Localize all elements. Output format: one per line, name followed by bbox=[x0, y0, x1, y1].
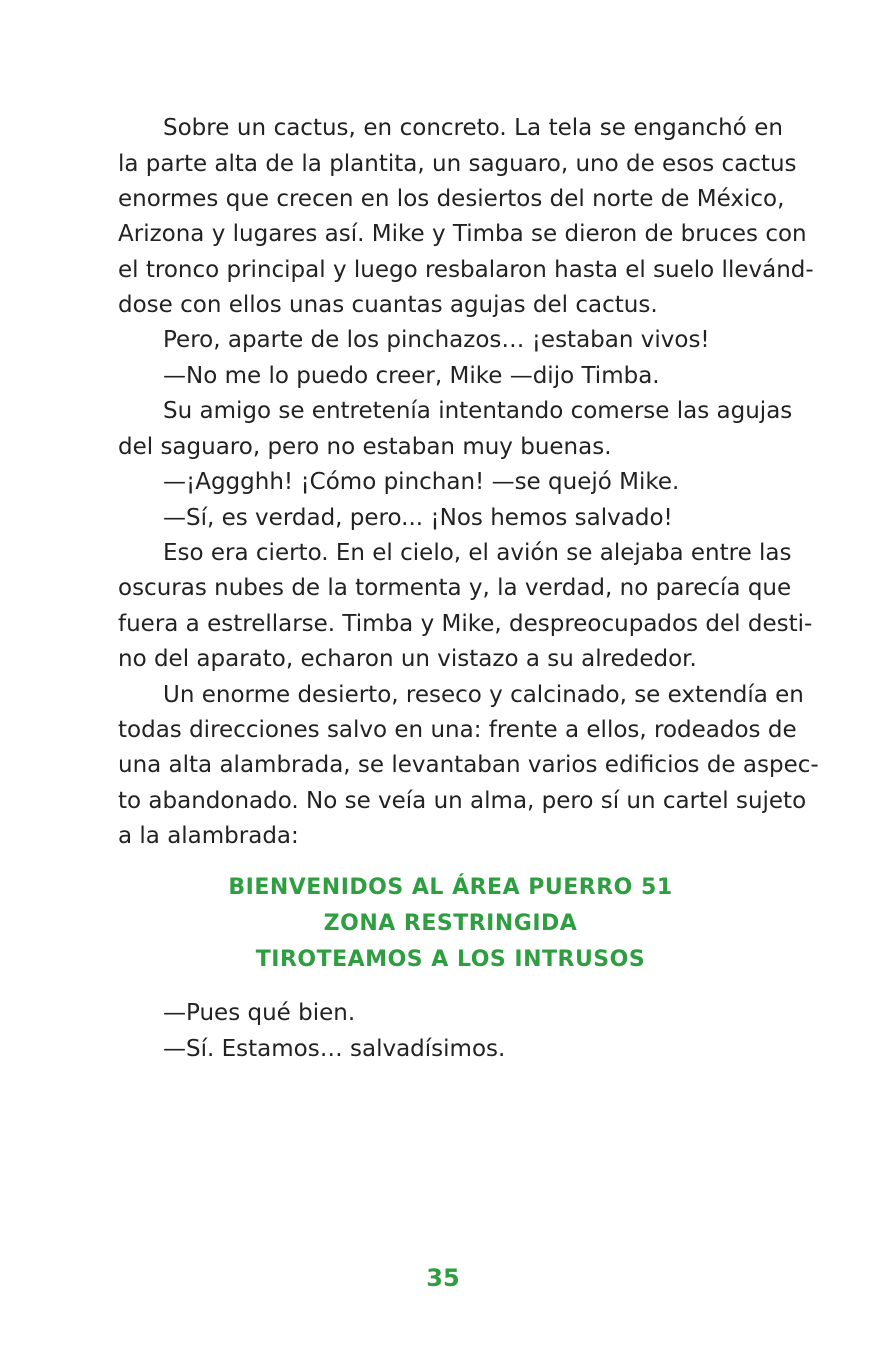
text-line: el tronco principal y luego resbalaron hasta el suelo llevánd- bbox=[118, 257, 814, 283]
text-line: oscuras nubes de la tormenta y, la verdad, no parecía que bbox=[118, 575, 792, 601]
sign-line: ZONA RESTRINGIDA bbox=[323, 911, 578, 936]
text-line: del saguaro, pero no estaban muy buenas. bbox=[118, 434, 612, 460]
paragraph-3: —No me lo puedo creer, Mike —dijo Timba. bbox=[163, 363, 660, 389]
text-line: to abandonado. No se veía un alma, pero sí un cartel sujeto bbox=[118, 788, 807, 814]
text-line: Eso era cierto. En el cielo, el avión se alejaba entre las bbox=[163, 540, 792, 566]
text-line: Un enorme desierto, reseco y calcinado, se extendía en bbox=[163, 682, 804, 708]
text-line: no del aparato, echaron un vistazo a su alrededor. bbox=[118, 646, 697, 672]
text-line: enormes que crecen en los desiertos del norte de México, bbox=[118, 186, 785, 212]
paragraph-5: —¡Aggghh! ¡Cómo pinchan! —se quejó Mike. bbox=[163, 469, 680, 495]
paragraph-2: Pero, aparte de los pinchazos… ¡estaban vivos! bbox=[163, 327, 710, 353]
paragraph-6: —Sí, es verdad, pero... ¡Nos hemos salvado! bbox=[163, 505, 673, 531]
text-line: la parte alta de la plantita, un saguaro, uno de esos cactus bbox=[118, 151, 797, 177]
text-line: Arizona y lugares así. Mike y Timba se dieron de bruces con bbox=[118, 221, 807, 247]
closing-line: —Pues qué bien. bbox=[163, 1000, 356, 1026]
text-line: Sobre un cactus, en concreto. La tela se enganchó en bbox=[163, 115, 783, 141]
text-line: una alta alambrada, se levantaban varios edificios de aspec- bbox=[118, 752, 819, 778]
text-line: fuera a estrellarse. Timba y Mike, despreocupados del desti- bbox=[118, 611, 813, 637]
sign-line: BIENVENIDOS AL ÁREA PUERRO 51 bbox=[228, 875, 673, 900]
page-number: 35 bbox=[426, 1264, 460, 1292]
text-line: Su amigo se entretenía intentando comerse las agujas bbox=[163, 398, 793, 424]
sign-line: TIROTEAMOS A LOS INTRUSOS bbox=[255, 947, 646, 972]
closing-line: —Sí. Estamos… salvadísimos. bbox=[163, 1036, 506, 1062]
text-line: todas direcciones salvo en una: frente a ellos, rodeados de bbox=[118, 717, 797, 743]
text-line: dose con ellos unas cuantas agujas del cactus. bbox=[118, 292, 658, 318]
text-line: a la alambrada: bbox=[118, 823, 299, 849]
